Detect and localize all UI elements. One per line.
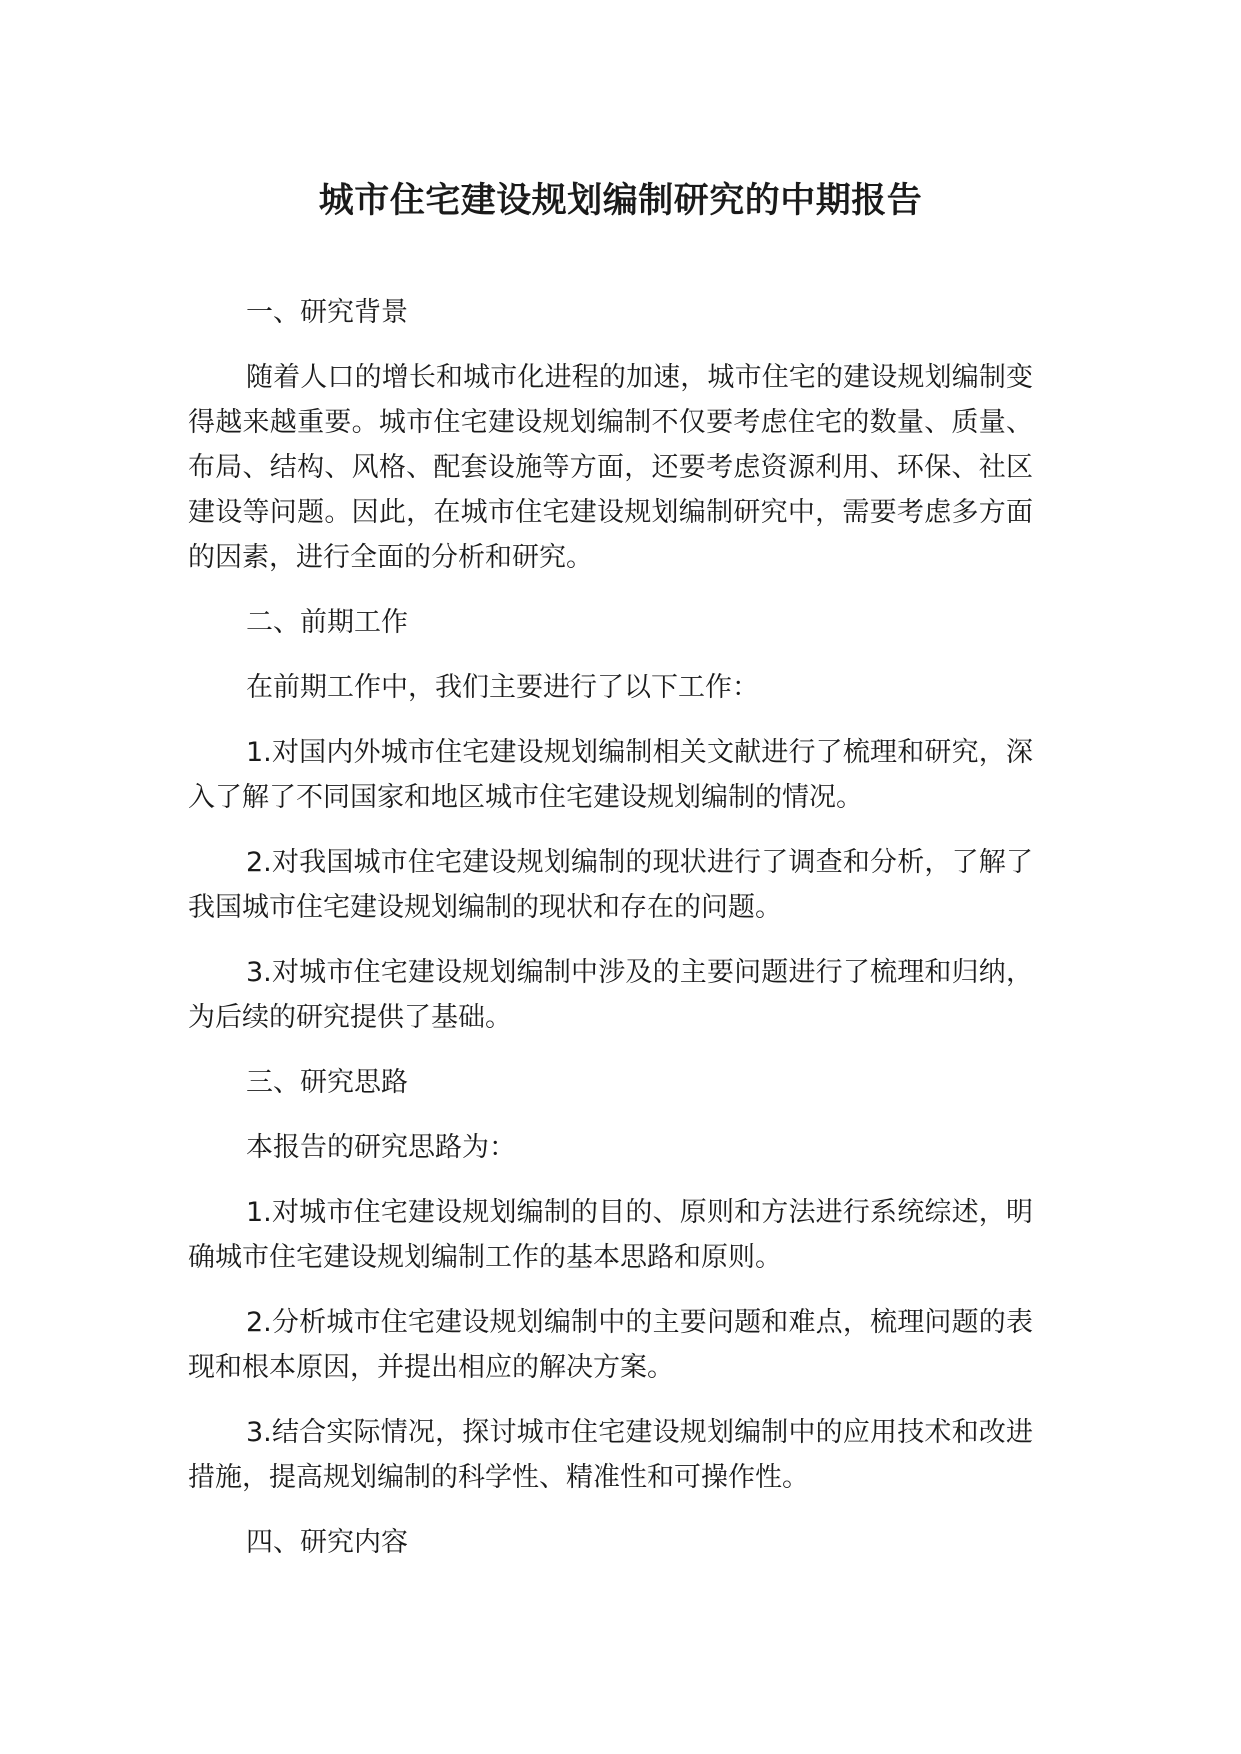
section-heading-background: 一、研究背景 — [246, 297, 408, 328]
paragraph-approach-intro: 本报告的研究思路为： — [246, 1132, 516, 1163]
list-item-preliminary-2: 2.对我国城市住宅建设规划编制的现状进行了调查和分析，了解了我国城市住宅建设规划编制的现状和存在的问题。 — [188, 847, 1033, 923]
paragraph-preliminary-intro: 在前期工作中，我们主要进行了以下工作： — [246, 672, 759, 703]
paragraph-background: 随着人口的增长和城市化进程的加速，城市住宅的建设规划编制变得越来越重要。城市住宅建设规划编制不仅要考虑住宅的数量、质量、布局、结构、风格、配套设施等方面，还要考虑资源利用、环保、社区建设等问题。因此，在城市住宅建设规划编制研究中，需要考虑多方面的因素，进行全面的分析和研究。 — [188, 362, 1033, 573]
list-item-preliminary-3: 3.对城市住宅建设规划编制中涉及的主要问题进行了梳理和归纳，为后续的研究提供了基础。 — [188, 957, 1033, 1033]
list-item-approach-1: 1.对城市住宅建设规划编制的目的、原则和方法进行系统综述，明确城市住宅建设规划编制工作的基本思路和原则。 — [188, 1197, 1033, 1273]
section-heading-research-content: 四、研究内容 — [246, 1527, 408, 1558]
list-item-approach-3: 3.结合实际情况，探讨城市住宅建设规划编制中的应用技术和改进措施，提高规划编制的科学性、精准性和可操作性。 — [188, 1417, 1033, 1493]
document-title: 城市住宅建设规划编制研究的中期报告 — [318, 181, 923, 221]
section-heading-research-approach: 三、研究思路 — [246, 1067, 408, 1098]
document-body — [188, 290, 1033, 1585]
section-heading-preliminary-work: 二、前期工作 — [246, 607, 408, 638]
list-item-approach-2: 2.分析城市住宅建设规划编制中的主要问题和难点，梳理问题的表现和根本原因，并提出相应的解决方案。 — [188, 1307, 1033, 1383]
list-item-preliminary-1: 1.对国内外城市住宅建设规划编制相关文献进行了梳理和研究，深入了解了不同国家和地区城市住宅建设规划编制的情况。 — [188, 737, 1033, 813]
